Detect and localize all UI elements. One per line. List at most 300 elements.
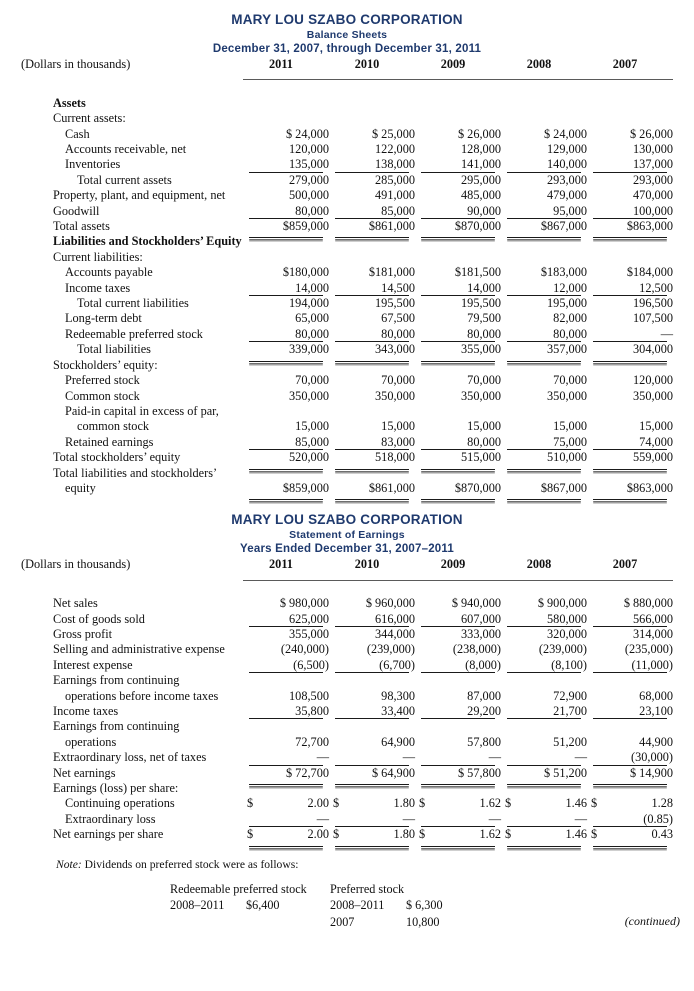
income-statement-cell-2008: $ 1.46 xyxy=(501,796,587,811)
income-statement-cell-2010: 33,400 xyxy=(329,704,415,719)
balance-sheet-cell-2011: 279,000 xyxy=(289,172,329,187)
income-statement-cell-2007: (235,000) xyxy=(624,642,673,657)
note-col1-header: Redeemable preferred stock xyxy=(170,881,307,896)
income-statement-cell-2008: — xyxy=(501,812,587,827)
balance-sheet-row-label: Goodwill xyxy=(53,203,100,218)
income-statement-cell-2010: — xyxy=(329,812,415,827)
balance-sheet-row-label: Inventories xyxy=(65,157,121,172)
income-statement-row-label: Interest expense xyxy=(53,657,133,672)
income-statement-cell-2010 xyxy=(329,673,415,688)
balance-sheet-row-label: Current assets: xyxy=(53,111,126,126)
balance-sheet-row-label: Paid-in capital in excess of par, xyxy=(65,403,219,418)
income-statement-cell-2010: $ 1.80 xyxy=(329,796,415,811)
income-statement-cell-2007: 44,900 xyxy=(639,734,673,749)
balance-sheet-cell-2008 xyxy=(501,96,587,111)
balance-sheet-cell-2010: $861,000 xyxy=(329,219,415,234)
currency-symbol: $ xyxy=(419,796,426,811)
balance-sheet-row-label: Total current assets xyxy=(77,172,172,187)
balance-sheet-cell-2010: 350,000 xyxy=(375,388,415,403)
balance-sheet-cell-2008: 80,000 xyxy=(501,327,587,342)
balance-sheet-year-header-2007: 2007 xyxy=(612,57,638,71)
income-statement-cell-2008 xyxy=(501,719,587,734)
balance-sheet-cell-2009: 15,000 xyxy=(467,419,501,434)
balance-sheet-cell-2008: $867,000 xyxy=(501,481,587,496)
continued-label: (continued) xyxy=(624,914,680,929)
income-statement-year-header-2009: 2009 xyxy=(440,557,466,572)
income-statement-row xyxy=(21,658,673,673)
balance-sheet-cell-2008: 195,000 xyxy=(547,296,587,311)
header-rule-spacer xyxy=(21,573,243,581)
income-statement-cell-2010: 344,000 xyxy=(375,626,415,641)
balance-sheet-cell-2007: 100,000 xyxy=(587,204,673,219)
balance-sheet-row-label: Stockholders’ equity: xyxy=(53,357,158,372)
balance-sheet-row xyxy=(21,373,673,388)
balance-sheet-cell-2007: 137,000 xyxy=(587,157,673,172)
income-statement-row xyxy=(21,827,673,842)
balance-sheet-cell-2010: 195,500 xyxy=(375,296,415,311)
balance-sheet-cell-2010: 67,500 xyxy=(381,311,415,326)
income-statement-row-label: Net earnings xyxy=(53,765,116,780)
income-statement-cell-2009: (8,000) xyxy=(415,658,501,673)
balance-sheet-cell-2009: 295,000 xyxy=(461,172,501,187)
income-statement-cell-2011: $ 72,700 xyxy=(243,766,329,781)
header-rule-spacer xyxy=(21,72,243,80)
note-col2-year-1: 2007 xyxy=(330,914,355,929)
balance-sheet-cell-2011 xyxy=(243,250,329,265)
balance-sheet-cell-2009: 14,000 xyxy=(415,281,501,296)
balance-sheet-row xyxy=(21,250,673,265)
income-statement-cell-2011: (240,000) xyxy=(280,642,329,657)
row-spacer xyxy=(21,580,673,596)
income-statement-year-header-2008: 2008 xyxy=(526,557,552,572)
balance-sheet-cell-2008: 15,000 xyxy=(553,419,587,434)
balance-sheet-cell-2010: 70,000 xyxy=(381,373,415,388)
note-prefix: Note: xyxy=(56,857,82,871)
balance-sheet-cell-2011: 65,000 xyxy=(295,311,329,326)
income-statement-cell-2009: $ 1.62 xyxy=(415,827,501,842)
currency-symbol: $ xyxy=(333,827,340,842)
balance-sheet-cell-2008: 357,000 xyxy=(501,342,587,357)
balance-sheet-row xyxy=(21,157,673,172)
income-statement-year-header-2007: 2007 xyxy=(612,557,638,572)
balance-sheet-cell-2008: 350,000 xyxy=(547,388,587,403)
balance-sheet-cell-2011 xyxy=(243,404,329,419)
income-statement-cell-2008: 51,200 xyxy=(553,734,587,749)
balance-sheet-cell-2007: $863,000 xyxy=(587,219,673,234)
balance-sheet-cell-2009: $181,500 xyxy=(454,265,501,280)
balance-sheet-cell-2007: $863,000 xyxy=(587,481,673,496)
income-statement-cell-2007: 68,000 xyxy=(639,688,673,703)
income-statement-row-label: Cost of goods sold xyxy=(53,611,145,626)
balance-sheet-row-label: common stock xyxy=(77,419,150,434)
balance-sheet-row xyxy=(21,327,673,342)
balance-sheet-cell-2009: 195,500 xyxy=(461,296,501,311)
income-statement-row xyxy=(21,796,673,811)
balance-sheet-row xyxy=(21,188,673,203)
balance-sheet-row-label: Retained earnings xyxy=(65,434,154,449)
balance-sheet-row xyxy=(21,435,673,450)
income-statement-cell-2011 xyxy=(243,719,329,734)
note-paragraph xyxy=(0,857,694,873)
balance-sheet-cell-2011: 80,000 xyxy=(243,327,329,342)
balance-sheet-units-label: (Dollars in thousands) xyxy=(21,57,131,71)
income-statement-row-label: Selling and administrative expense xyxy=(53,642,225,657)
balance-sheet-row-label: Property, plant, and equipment, net xyxy=(53,188,226,203)
income-statement-cell-2010: $ 960,000 xyxy=(365,596,415,611)
balance-sheet-cell-2008: $ 24,000 xyxy=(543,126,587,141)
balance-sheet-cell-2007 xyxy=(587,96,673,111)
income-statement-cell-2009: $ 940,000 xyxy=(451,596,501,611)
income-statement-cell-2011: 355,000 xyxy=(289,626,329,641)
income-statement-row xyxy=(21,689,673,704)
balance-sheet-cell-2008: 95,000 xyxy=(501,204,587,219)
income-statement-year-header-2011: 2011 xyxy=(269,557,293,572)
balance-sheet-cell-2011: 135,000 xyxy=(243,157,329,172)
income-statement-cell-2007: (30,000) xyxy=(587,750,673,765)
income-statement-body xyxy=(21,557,673,842)
balance-sheet-header-rule xyxy=(21,72,673,80)
header-rule-line xyxy=(243,573,673,581)
income-statement-cell-2007: 23,100 xyxy=(587,704,673,719)
balance-sheet-cell-2011: 85,000 xyxy=(243,435,329,450)
balance-sheet-cell-2011 xyxy=(243,96,329,111)
balance-sheet-cell-2010: $ 25,000 xyxy=(371,126,415,141)
balance-sheet-cell-2009: 485,000 xyxy=(461,188,501,203)
income-statement-row-label: Earnings (loss) per share: xyxy=(53,781,179,796)
currency-symbol: $ xyxy=(247,827,254,842)
balance-sheet-cell-2011: 120,000 xyxy=(289,142,329,157)
balance-sheet-row-label: Cash xyxy=(65,126,90,141)
note-text: Dividends on preferred stock were as follows: xyxy=(81,857,299,871)
income-statement-cell-2008: 72,900 xyxy=(553,688,587,703)
income-statement-cell-2007 xyxy=(587,673,673,688)
balance-sheet-row-label: Total current liabilities xyxy=(77,296,189,311)
income-statement-cell-2010: 616,000 xyxy=(329,612,415,627)
balance-sheet-cell-2008: 70,000 xyxy=(553,373,587,388)
note-col2-year-0: 2008–2011 xyxy=(330,898,385,913)
income-statement-cell-2010: 98,300 xyxy=(381,688,415,703)
balance-sheet-cell-2008 xyxy=(501,111,587,126)
balance-sheet-cell-2008: 510,000 xyxy=(501,450,587,465)
income-statement-cell-2008: (8,100) xyxy=(501,658,587,673)
balance-sheet-year-header-2008: 2008 xyxy=(526,57,552,71)
balance-sheet-cell-2007: 107,500 xyxy=(633,311,673,326)
balance-sheet-cell-2010 xyxy=(329,96,415,111)
income-statement-cell-2011: 72,700 xyxy=(295,734,329,749)
balance-sheet-cell-2009: 80,000 xyxy=(415,327,501,342)
balance-sheet-cell-2007: 559,000 xyxy=(587,450,673,465)
income-statement-cell-2007: 314,000 xyxy=(633,626,673,641)
balance-sheet-cell-2008: 479,000 xyxy=(547,188,587,203)
currency-symbol: $ xyxy=(591,796,598,811)
balance-sheet-cell-2010: 285,000 xyxy=(375,172,415,187)
balance-sheet-cell-2008: 82,000 xyxy=(553,311,587,326)
balance-sheet-cell-2009: 128,000 xyxy=(461,142,501,157)
income-statement-cell-2010: (239,000) xyxy=(366,642,415,657)
balance-sheet-cell-2009: $ 26,000 xyxy=(457,126,501,141)
balance-sheet-cell-2007 xyxy=(587,111,673,126)
note-col2-header: Preferred stock xyxy=(330,881,405,896)
balance-sheet-cell-2009: $870,000 xyxy=(415,481,501,496)
income-statement-title xyxy=(0,496,694,557)
header-rule-line xyxy=(243,72,673,80)
currency-symbol: $ xyxy=(505,827,512,842)
income-statement-cell-2009: 87,000 xyxy=(467,688,501,703)
balance-sheet-cell-2007: 15,000 xyxy=(639,419,673,434)
balance-sheet-period: December 31, 2007, through December 31, 2011 xyxy=(212,43,482,55)
income-statement-table xyxy=(21,557,673,842)
row-spacer-cell xyxy=(21,580,673,596)
balance-sheet-cell-2010: $181,000 xyxy=(368,265,415,280)
income-statement-cell-2011: 35,800 xyxy=(243,704,329,719)
income-statement-cell-2010 xyxy=(329,719,415,734)
balance-sheet-cell-2008: 140,000 xyxy=(501,157,587,172)
balance-sheet-row-label: Current liabilities: xyxy=(53,249,143,264)
balance-sheet-year-header-2011: 2011 xyxy=(269,57,293,71)
income-statement-row-label: operations before income taxes xyxy=(65,688,219,703)
income-statement-cell-2009: (238,000) xyxy=(452,642,501,657)
balance-sheet-cell-2008 xyxy=(501,404,587,419)
balance-sheet-row xyxy=(21,281,673,296)
row-spacer xyxy=(21,80,673,96)
income-statement-cell-2011: $ 980,000 xyxy=(279,596,329,611)
balance-sheet-statement-name: Balance Sheets xyxy=(306,29,388,41)
balance-sheet-table xyxy=(21,57,673,496)
balance-sheet-row-label: Total liabilities and stockholders’ xyxy=(53,465,218,480)
income-statement-header-rule xyxy=(21,573,673,581)
income-statement-year-header-2010: 2010 xyxy=(354,557,380,572)
income-statement-cell-2008 xyxy=(501,673,587,688)
balance-sheet-row xyxy=(21,419,673,434)
balance-sheet-cell-2007: $ 26,000 xyxy=(629,126,673,141)
balance-sheet-company-name: MARY LOU SZABO CORPORATION xyxy=(231,12,463,27)
income-statement-cell-2008: (239,000) xyxy=(538,642,587,657)
balance-sheet-row xyxy=(21,404,673,419)
balance-sheet-cell-2007: 350,000 xyxy=(633,388,673,403)
income-statement-company-name: MARY LOU SZABO CORPORATION xyxy=(231,512,463,528)
balance-sheet-cell-2009: $870,000 xyxy=(415,219,501,234)
balance-sheet-year-header-2010: 2010 xyxy=(354,57,380,71)
balance-sheet-cell-2008: 12,000 xyxy=(501,281,587,296)
balance-sheet-cell-2009: 70,000 xyxy=(467,373,501,388)
balance-sheet-row xyxy=(21,389,673,404)
income-statement-row-label: operations xyxy=(65,734,117,749)
currency-symbol: $ xyxy=(505,796,512,811)
currency-symbol: $ xyxy=(247,796,254,811)
balance-sheet-body xyxy=(21,57,673,496)
balance-sheet-row-label: Accounts payable xyxy=(65,265,153,280)
income-statement-row-label: Net sales xyxy=(53,596,98,611)
income-statement-cell-2009: 29,200 xyxy=(415,704,501,719)
income-statement-cell-2009 xyxy=(415,673,501,688)
balance-sheet-row-label: Accounts receivable, net xyxy=(65,142,187,157)
balance-sheet-cell-2011: $180,000 xyxy=(282,265,329,280)
balance-sheet-cell-2011: 350,000 xyxy=(289,388,329,403)
balance-sheet-cell-2010: 491,000 xyxy=(375,188,415,203)
balance-sheet-row-label: equity xyxy=(65,480,96,495)
balance-sheet-cell-2009: 515,000 xyxy=(415,450,501,465)
balance-sheet-row xyxy=(21,219,673,234)
income-statement-row-label: Earnings from continuing xyxy=(53,673,180,688)
income-statement-row xyxy=(21,766,673,781)
balance-sheet-row xyxy=(21,96,673,111)
balance-sheet-cell-2010 xyxy=(329,111,415,126)
balance-sheet-cell-2011: 70,000 xyxy=(295,373,329,388)
balance-sheet-cell-2007: — xyxy=(587,327,673,342)
income-statement-row xyxy=(21,627,673,642)
balance-sheet-cell-2011: 500,000 xyxy=(289,188,329,203)
balance-sheet-cell-2007 xyxy=(587,404,673,419)
income-statement-row xyxy=(21,750,673,765)
income-statement-cell-2008: 320,000 xyxy=(547,626,587,641)
balance-sheet-row-label: Preferred stock xyxy=(65,373,140,388)
income-statement-cell-2008: — xyxy=(501,750,587,765)
income-statement-cell-2007: $ 14,900 xyxy=(587,766,673,781)
balance-sheet-row xyxy=(21,173,673,188)
income-statement-row xyxy=(21,812,673,827)
balance-sheet-row xyxy=(21,311,673,326)
income-statement-cell-2008: $ 900,000 xyxy=(537,596,587,611)
balance-sheet-header-row xyxy=(21,57,673,72)
currency-symbol: $ xyxy=(333,796,340,811)
balance-sheet-cell-2007 xyxy=(587,250,673,265)
income-statement-cell-2007: (11,000) xyxy=(587,658,673,673)
income-statement-row xyxy=(21,596,673,611)
note-col2-value-0: $ 6,300 xyxy=(406,898,443,913)
income-statement-row-label: Extraordinary loss xyxy=(65,811,156,826)
balance-sheet-cell-2009: 79,500 xyxy=(467,311,501,326)
balance-sheet-cell-2010: 518,000 xyxy=(329,450,415,465)
balance-sheet-cell-2007: 304,000 xyxy=(587,342,673,357)
balance-sheet-cell-2008: 129,000 xyxy=(547,142,587,157)
balance-sheet-cell-2009: 90,000 xyxy=(415,204,501,219)
income-statement-cell-2009: — xyxy=(415,812,501,827)
balance-sheet-title xyxy=(0,0,694,57)
balance-sheet-cell-2007: 470,000 xyxy=(633,188,673,203)
income-statement-cell-2011: 108,500 xyxy=(289,688,329,703)
balance-sheet-cell-2007: 12,500 xyxy=(587,281,673,296)
note-col1-value: $6,400 xyxy=(246,898,280,913)
balance-sheet-cell-2010: 85,000 xyxy=(329,204,415,219)
balance-sheet-cell-2011: $ 24,000 xyxy=(285,126,329,141)
income-statement-row-label: Income taxes xyxy=(53,704,119,718)
balance-sheet-cell-2010: 343,000 xyxy=(329,342,415,357)
income-statement-cell-2010: 64,900 xyxy=(381,734,415,749)
balance-sheet-cell-2007: 74,000 xyxy=(587,435,673,450)
balance-sheet-cell-2009 xyxy=(415,111,501,126)
balance-sheet-row-label: Total stockholders’ equity xyxy=(53,450,181,465)
income-statement-row-label: Extraordinary loss, net of taxes xyxy=(53,750,207,765)
income-statement-cell-2007: $ 880,000 xyxy=(623,596,673,611)
income-statement-row-label: Continuing operations xyxy=(65,796,175,811)
currency-symbol: $ xyxy=(419,827,426,842)
note-table-row xyxy=(170,897,490,914)
income-statement-header-row xyxy=(21,557,673,572)
balance-sheet-cell-2009: 350,000 xyxy=(461,388,501,403)
income-statement-cell-2008: $ 51,200 xyxy=(501,766,587,781)
income-statement-cell-2010: $ 1.80 xyxy=(329,827,415,842)
income-statement-cell-2009: — xyxy=(415,750,501,765)
balance-sheet-row xyxy=(21,296,673,311)
balance-sheet-row xyxy=(21,450,673,465)
income-statement-cell-2010: (6,700) xyxy=(329,658,415,673)
row-spacer-cell xyxy=(21,80,673,96)
balance-sheet-cell-2011: $859,000 xyxy=(243,219,329,234)
balance-sheet-cell-2008: 75,000 xyxy=(501,435,587,450)
currency-symbol: $ xyxy=(591,827,598,842)
balance-sheet-row-label: Income taxes xyxy=(65,280,131,295)
balance-sheet-cell-2008 xyxy=(501,250,587,265)
balance-sheet-row-label: Long-term debt xyxy=(65,311,142,326)
income-statement-cell-2008: 21,700 xyxy=(501,704,587,719)
balance-sheet-row xyxy=(21,204,673,219)
balance-sheet-row xyxy=(21,342,673,357)
income-statement-cell-2011: 625,000 xyxy=(243,612,329,627)
balance-sheet-row xyxy=(21,127,673,142)
balance-sheet-cell-2011: 194,000 xyxy=(289,296,329,311)
income-statement-row xyxy=(21,642,673,657)
balance-sheet-cell-2009: 355,000 xyxy=(415,342,501,357)
balance-sheet-cell-2011: 339,000 xyxy=(243,342,329,357)
note-table-header-row xyxy=(170,881,490,898)
balance-sheet-row-label: Total liabilities xyxy=(77,342,151,357)
income-statement-row xyxy=(21,673,673,688)
balance-sheet-row xyxy=(21,265,673,280)
balance-sheet-cell-2008: $183,000 xyxy=(540,265,587,280)
income-statement-cell-2011: (6,500) xyxy=(243,658,329,673)
income-statement-period: Years Ended December 31, 2007–2011 xyxy=(240,543,454,556)
income-statement-cell-2008: 580,000 xyxy=(501,612,587,627)
balance-sheet-row-label: Total assets xyxy=(53,219,110,234)
income-statement-cell-2007 xyxy=(587,719,673,734)
income-statement-cell-2009 xyxy=(415,719,501,734)
note-col1-year: 2008–2011 xyxy=(170,898,225,913)
note-col2-value-1: 10,800 xyxy=(406,914,440,929)
income-statement-cell-2011: $ 2.00 xyxy=(243,796,329,811)
balance-sheet-year-header-2009: 2009 xyxy=(440,57,466,71)
balance-sheet-cell-2011: $859,000 xyxy=(243,481,329,496)
income-statement-cell-2007: $ 1.28 xyxy=(587,796,673,811)
income-statement-cell-2011: — xyxy=(243,812,329,827)
balance-sheet-row-label: Redeemable preferred stock xyxy=(65,326,203,341)
income-statement-row-label: Gross profit xyxy=(53,626,113,641)
balance-sheet-row-label: Liabilities and Stockholders’ Equity xyxy=(53,234,242,249)
income-statement-cell-2007: $ 0.43 xyxy=(587,827,673,842)
income-statement-row xyxy=(21,612,673,627)
income-statement-cell-2009: $ 1.62 xyxy=(415,796,501,811)
balance-sheet-cell-2010: 15,000 xyxy=(381,419,415,434)
balance-sheet-cell-2010: 122,000 xyxy=(375,142,415,157)
income-statement-statement-name: Statement of Earnings xyxy=(289,529,405,542)
income-statement-row-label: Net earnings per share xyxy=(53,827,164,842)
balance-sheet-cell-2010: 80,000 xyxy=(329,327,415,342)
income-statement-cell-2009: 57,800 xyxy=(467,734,501,749)
balance-sheet-cell-2007: 196,500 xyxy=(633,296,673,311)
income-statement-row xyxy=(21,719,673,734)
balance-sheet-row xyxy=(21,142,673,157)
income-statement-cell-2011 xyxy=(243,673,329,688)
balance-sheet-row-label: Common stock xyxy=(65,388,140,403)
balance-sheet-cell-2011: 15,000 xyxy=(295,419,329,434)
balance-sheet-cell-2007: 120,000 xyxy=(633,373,673,388)
balance-sheet-cell-2011: 14,000 xyxy=(243,281,329,296)
balance-sheet-cell-2010: 14,500 xyxy=(329,281,415,296)
income-statement-cell-2009: $ 57,800 xyxy=(415,766,501,781)
balance-sheet-row xyxy=(21,111,673,126)
balance-sheet-cell-2008: 293,000 xyxy=(547,172,587,187)
balance-sheet-cell-2010: $861,000 xyxy=(329,481,415,496)
balance-sheet-cell-2011 xyxy=(243,111,329,126)
